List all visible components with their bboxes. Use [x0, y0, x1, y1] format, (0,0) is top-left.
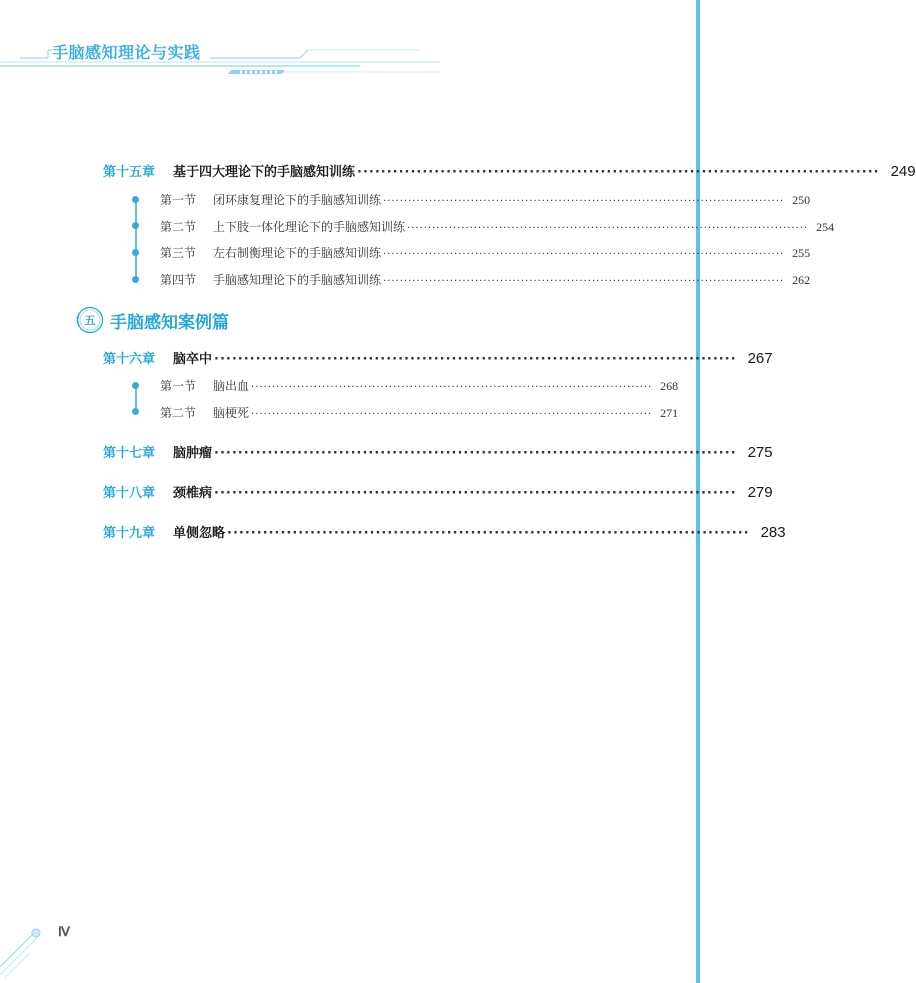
section-timeline: [131, 382, 141, 414]
timeline-dot: [132, 196, 139, 203]
toc-chapter-15[interactable]: [103, 161, 916, 180]
running-header: [0, 0, 700, 80]
dot-leader: ························································································: [214, 486, 737, 501]
toc-chapter-17[interactable]: [103, 442, 773, 461]
timeline-dot: [132, 382, 139, 389]
dot-leader: ························································································: [214, 446, 737, 461]
chapter-title: 脑卒中: [173, 352, 213, 367]
section-label: 第二节: [160, 220, 197, 234]
chapter-title: 颈椎病: [173, 486, 213, 501]
section-page: 262: [792, 273, 811, 287]
section-label: 第二节: [160, 406, 197, 420]
chapter-title: 脑肿瘤: [173, 446, 213, 461]
section-title: 上下肢一体化理论下的手脑感知训练: [213, 220, 406, 234]
section-title: 左右制衡理论下的手脑感知训练: [213, 246, 382, 260]
section-label: 第四节: [160, 273, 197, 287]
dot-leader: ································································································: [383, 276, 785, 287]
section-title: 脑梗死: [213, 406, 250, 420]
chapter-label: 第十八章: [103, 486, 156, 501]
chapter-page: 279: [747, 484, 773, 501]
section-timeline: [131, 196, 141, 286]
chapter-label: 第十九章: [103, 526, 156, 541]
section-title: 手脑感知理论下的手脑感知训练: [213, 273, 382, 287]
toc-section[interactable]: [160, 404, 679, 421]
toc-chapter-16[interactable]: [103, 348, 773, 367]
section-page: 250: [792, 193, 811, 207]
section-title: 脑出血: [213, 379, 250, 393]
toc-section[interactable]: [160, 244, 811, 261]
dot-leader: ························································································: [227, 526, 750, 541]
toc-chapter-19[interactable]: [103, 522, 786, 541]
timeline-dot: [132, 222, 139, 229]
toc-section[interactable]: [160, 377, 679, 394]
toc-section[interactable]: [160, 191, 811, 208]
dot-leader: ································································································: [383, 249, 785, 260]
chapter-label: 第十五章: [103, 165, 156, 180]
section-label: 第一节: [160, 193, 197, 207]
timeline-dot: [132, 249, 139, 256]
toc-chapter-18[interactable]: [103, 482, 773, 501]
chapter-page: 283: [760, 524, 786, 541]
dot-leader: ························································································: [357, 165, 880, 180]
part-badge-icon: [76, 306, 104, 334]
part-heading: [76, 306, 229, 334]
part-title: 手脑感知案例篇: [110, 312, 229, 333]
toc-section[interactable]: [160, 218, 835, 235]
timeline-dot: [132, 276, 139, 283]
section-label: 第三节: [160, 246, 197, 260]
footer-decoration: [0, 905, 60, 983]
chapter-title: 基于四大理论下的手脑感知训练: [173, 165, 356, 180]
toc-section[interactable]: [160, 271, 811, 288]
chapter-page: 267: [747, 350, 773, 367]
chapter-label: 第十六章: [103, 352, 156, 367]
section-label: 第一节: [160, 379, 197, 393]
dot-leader: ························································································: [214, 352, 737, 367]
section-page: 255: [792, 246, 811, 260]
chapter-title: 单侧忽略: [173, 526, 226, 541]
section-page: 268: [660, 379, 679, 393]
chapter-label: 第十七章: [103, 446, 156, 461]
section-page: 254: [816, 220, 835, 234]
page-number: Ⅳ: [58, 924, 70, 939]
dot-leader: ································································································: [407, 223, 809, 234]
part-number: 五: [84, 314, 96, 327]
dot-leader: ································································································: [383, 196, 785, 207]
dot-leader: ································································································: [251, 409, 653, 420]
chapter-page: 275: [747, 444, 773, 461]
header-title: 手脑感知理论与实践: [52, 43, 201, 62]
chapter-page: 249: [890, 163, 916, 180]
dot-leader: ································································································: [251, 382, 653, 393]
section-title: 闭环康复理论下的手脑感知训练: [213, 193, 382, 207]
section-page: 271: [660, 406, 679, 420]
timeline-dot: [132, 408, 139, 415]
